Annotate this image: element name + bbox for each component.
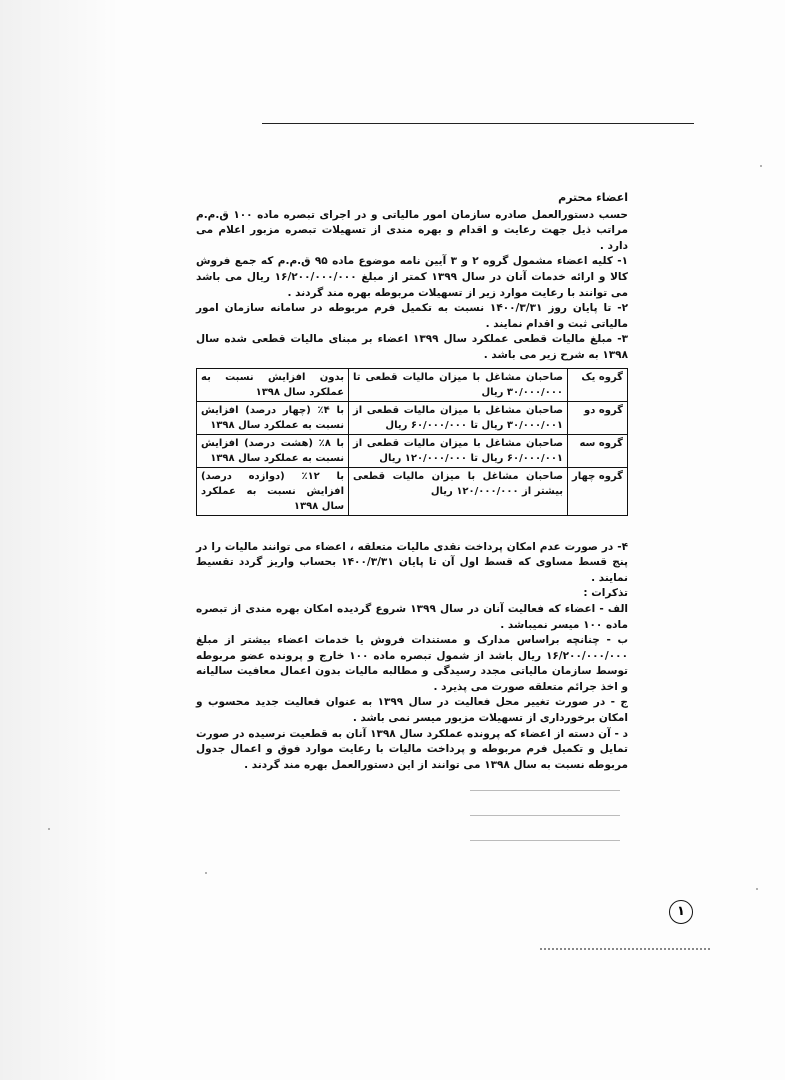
tax-increase: بدون افزایش نسبت به عملکرد سال ۱۳۹۸ <box>197 368 349 401</box>
tax-increase: با ۸٪ (هشت درصد) افزایش نسبت به عملکرد سال ۱۳۹۸ <box>197 434 349 467</box>
intro-paragraph: حسب دستورالعمل صادره سازمان امور مالیاتی و در اجرای تبصره ماده ۱۰۰ ق.م.م مراتب ذیل جهت رعایت و اقدام و بهره مندی از تسهیلات تبصره مزبور اعلام می دارد . <box>196 208 628 252</box>
item-3: ۳- مبلغ مالیات قطعی عملکرد سال ۱۳۹۹ اعضاء بر مبنای مالیات قطعی شده سال ۱۳۹۸ به شرح زیر می باشد . <box>196 333 629 361</box>
tax-range: صاحبان مشاغل با میزان مالیات قطعی بیشتر از ۱۲۰/۰۰۰/۰۰۰ ریال <box>349 467 568 515</box>
bleed-through-line <box>470 790 620 791</box>
bleed-through-line <box>470 815 620 816</box>
tax-range: صاحبان مشاغل با میزان مالیات قطعی از ۳۰/۰۰۰/۰۰۱ ریال تا ۶۰/۰۰۰/۰۰۰ ریال <box>349 401 568 434</box>
item-4: ۴- در صورت عدم امکان پرداخت نقدی مالیات متعلقه ، اعضاء می توانند مالیات را در پنج قسط مساوی که قسط اول آن تا پایان ۱۴۰۰/۳/۳۱ بحساب واریز گردد تقسیط نمایند . <box>196 540 628 584</box>
group-name: گروه چهار <box>568 467 628 515</box>
bleed-through-line <box>470 840 620 841</box>
group-name: گروه یک <box>568 368 628 401</box>
item-1: ۱- کلیه اعضاء مشمول گروه ۲ و ۳ آیین نامه موضوع ماده ۹۵ ق.م.م که جمع فروش کالا و ارائه خدمات آنان در سال ۱۳۹۹ کمتر از مبلغ ۱۶/۲۰۰/۰۰۰/۰۰۰ ریال می باشد می توانند با رعایت موارد زیر از تسهیلات مربوطه بهره مند گردند . <box>196 255 628 299</box>
group-name: گروه سه <box>568 434 628 467</box>
table-row <box>197 401 628 434</box>
group-name: گروه دو <box>568 401 628 434</box>
spacer <box>196 530 628 540</box>
scan-speck <box>205 872 207 874</box>
note-jim: ج - در صورت تغییر محل فعالیت در سال ۱۳۹۹ به عنوان فعالیت جدید محسوب و امکان برخورداری از تسهیلات مزبور میسر نمی باشد . <box>196 696 628 725</box>
note-be: ب - چنانچه براساس مدارک و مستندات فروش یا خدمات اعضاء بیشتر از مبلغ ۱۶/۲۰۰/۰۰۰/۰۰۰ ریال باشد از شمول تبصره ماده ۱۰۰ خارج و پرونده عضو مربوطه توسط سازمان مالیاتی مجدد رسیدگی و مطالبه مالیات بدون اعمال معافیت سالیانه و اخذ جرائم متعلقه صورت می پذیرد . <box>196 634 628 693</box>
note-dal: د - آن دسته از اعضاء که پرونده عملکرد سال ۱۳۹۸ آنان به قطعیت نرسیده در صورت تمایل و تکمیل فرم مربوطه و پرداخت مالیات با رعایت موارد فوق و اعمال جدول مربوطه نسبت به سال ۱۳۹۸ می توانند از این دستورالعمل بهره مند گردند . <box>196 727 629 771</box>
salutation: اعضاء محترم <box>558 191 628 204</box>
scan-speck <box>760 165 762 167</box>
header-rule <box>262 123 694 124</box>
letter-body <box>196 190 628 773</box>
page-number: ۱ <box>669 900 693 924</box>
item-2: ۲- تا پایان روز ۱۴۰۰/۳/۳۱ نسبت به تکمیل فرم مربوطه در سامانه سازمان امور مالیاتی ثبت و اقدام نمایند . <box>196 302 629 330</box>
tax-increase: با ۱۲٪ (دوازده درصد) افزایش نسبت به عملکرد سال ۱۳۹۸ <box>197 467 349 515</box>
table-row <box>197 467 628 515</box>
footer-mark <box>540 948 710 950</box>
note-alef: الف - اعضاء که فعالیت آنان در سال ۱۳۹۹ شروع گردیده امکان بهره مندی از تبصره ماده ۱۰۰ میسر نمیباشد . <box>196 602 628 631</box>
table-row <box>197 368 628 401</box>
tax-range: صاحبان مشاغل با میزان مالیات قطعی تا ۳۰/۰۰۰/۰۰۰ ریال <box>349 368 568 401</box>
scan-speck <box>48 828 50 830</box>
table-row <box>197 434 628 467</box>
tax-range: صاحبان مشاغل با میزان مالیات قطعی از ۶۰/۰۰۰/۰۰۱ ریال تا ۱۲۰/۰۰۰/۰۰۰ ریال <box>349 434 568 467</box>
notes-title: تذکرات : <box>583 587 628 600</box>
tax-group-table <box>196 368 628 516</box>
tax-increase: با ۴٪ (چهار درصد) افزایش نسبت به عملکرد سال ۱۳۹۸ <box>197 401 349 434</box>
scan-shadow <box>0 0 120 1080</box>
scan-speck <box>756 888 758 890</box>
